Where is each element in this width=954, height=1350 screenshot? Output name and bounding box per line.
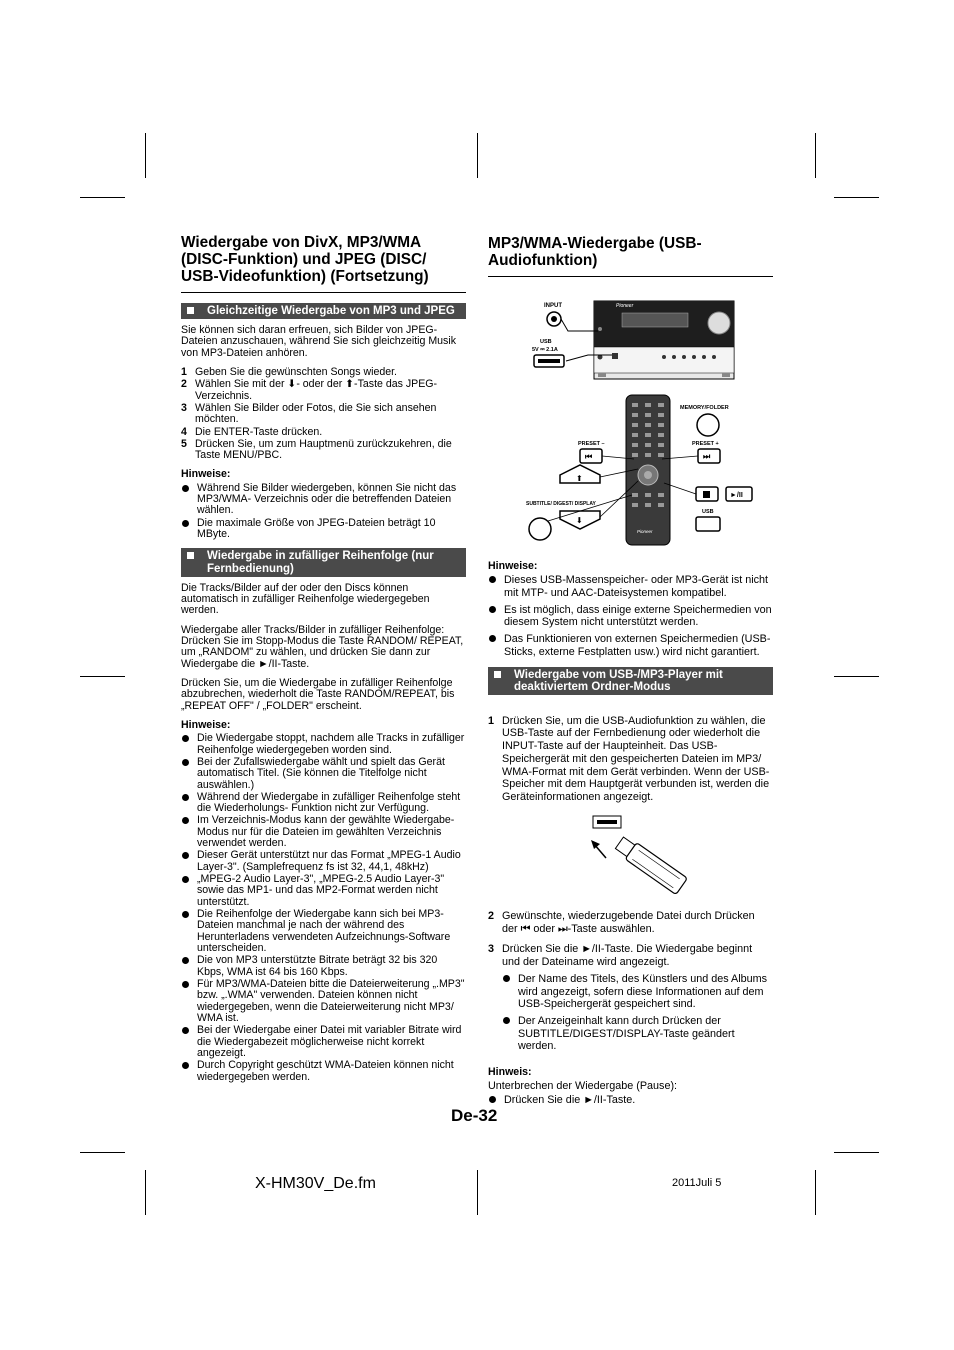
remote-button: [658, 503, 664, 507]
step-item: 5 Drücken Sie, um zum Hauptmenü zurückzukehren, die Taste MENU/PBC.: [181, 437, 452, 462]
play-pause-icon: ►/II: [730, 491, 743, 499]
intro-text: Sie können sich daran erfreuen, sich Bilder von JPEG-Dateien anzuschauen, während Sie sich gleichzeitig Musik von MP3-Dateien anhören.: [181, 323, 457, 359]
section-heading-usb-player: Wiedergabe vom USB-/MP3-Player mit deaktiviertem Ordner-Modus: [488, 667, 773, 695]
section-heading-random: Wiedergabe in zufälliger Reihenfolge (nur Fernbedienung): [181, 548, 466, 576]
usb-stick-figure: [488, 812, 773, 898]
crop-mark: [80, 1152, 125, 1153]
usb-port-tongue: [538, 359, 560, 363]
indicator-dot: [598, 327, 602, 331]
crop-mark: [80, 676, 125, 677]
input-jack-center: [551, 316, 557, 322]
usb-port-slot: [612, 353, 618, 359]
remote-button: [658, 433, 664, 437]
paragraph: Drücken Sie, um die Wiedergabe in zufälliger Reihenfolge abzubrechen, wiederholt die Taste RANDOM/REPEAT, bis „REPEAT OFF" / „FOLDER" erscheint.: [181, 676, 455, 712]
crop-mark: [815, 133, 816, 178]
remote-button: [645, 453, 651, 457]
notes-list: [181, 483, 466, 541]
note-item: Dieses USB-Massenspeicher- oder MP3-Gerät ist nicht mit MTP- und AAC-Dateisystemen kompatibel.: [488, 574, 773, 599]
remote-button: [645, 493, 651, 497]
notes-list: [488, 574, 773, 658]
input-label: INPUT: [544, 302, 562, 309]
front-button: [692, 355, 696, 359]
display-window: [622, 313, 688, 327]
memory-folder-label: MEMORY/FOLDER: [680, 404, 729, 411]
notes-list: [181, 733, 466, 1083]
step3-bullets: [502, 973, 773, 1053]
section-heading-mp3-jpeg: Gleichzeitige Wiedergabe von MP3 und JPEG: [181, 303, 466, 319]
usb-remote-button: [696, 517, 720, 531]
crop-mark: [145, 1170, 146, 1215]
skip-forward-icon: ⏭: [703, 451, 711, 461]
note-item: Während Sie Bilder wiedergeben, können Sie nicht das MP3/WMA- Verzeichnis oder die betreffenden Dateien wählen.: [181, 483, 466, 517]
usb-stick: [614, 835, 688, 895]
crop-mark: [477, 1170, 478, 1215]
notes-heading: Hinweise:: [488, 559, 538, 572]
hint-item: Drücken Sie die ►/II-Taste.: [488, 1094, 773, 1107]
stop-icon: [703, 491, 710, 498]
remote-button: [632, 433, 638, 437]
step-item: 2 Gewünschte, wiederzugebende Datei durch Drücken der ⏮ oder ⏭-Taste auswählen.: [488, 909, 755, 935]
unit-foot: [722, 373, 730, 377]
remote-button: [645, 433, 651, 437]
crop-mark: [477, 133, 478, 178]
usb-port-label: USB: [540, 338, 552, 345]
front-button: [702, 355, 706, 359]
usb-port-tongue: [597, 820, 617, 824]
volume-knob: [708, 312, 730, 334]
remote-button: [645, 403, 651, 407]
note-item: Bei der Wiedergabe einer Datei mit variabler Bitrate wird die Wiedergabezeit möglicherweise nicht korrekt angezeigt.: [181, 1025, 466, 1059]
steps-list: [181, 367, 466, 462]
step-item: 3 Drücken Sie die ►/II-Taste. Die Wiedergabe beginnt und der Dateiname wird angezeigt.: [488, 943, 753, 969]
note-item: Während der Wiedergabe in zufälliger Reihenfolge steht die Wiederholungs- Funktion nicht zur Verfügung.: [181, 792, 466, 815]
paragraph: Wiedergabe aller Tracks/Bilder in zufälliger Reihenfolge: Drücken Sie im Stopp-Modus die Taste RANDOM/ REPEAT, um „RANDOM" zu wählen, und drücken Sie dann zur Wiedergabe die ►/II-Taste.: [181, 623, 464, 670]
callout-line: [561, 319, 598, 331]
remote-button: [632, 403, 638, 407]
remote-button: [658, 423, 664, 427]
page-title: Wiedergabe von DivX, MP3/WMA (DISC-Funktion) und JPEG (DISC/ USB-Videofunktion) (Fortsetzung): [181, 235, 466, 293]
front-button: [672, 355, 676, 359]
front-button: [712, 355, 716, 359]
note-item: Die maximale Größe von JPEG-Dateien beträgt 10 MByte.: [181, 518, 466, 541]
hint-list: [488, 1094, 773, 1107]
device-figure: [488, 299, 773, 549]
paragraph: Die Tracks/Bilder auf der oder den Discs können automatisch in zufälliger Reihenfolge wiedergegeben werden.: [181, 581, 430, 617]
crop-mark: [834, 1152, 879, 1153]
page-number: De-32: [451, 1106, 498, 1125]
note-item: Für MP3/WMA-Dateien bitte die Dateierweiterung „.MP3" bzw. „.WMA" verwenden. Dateien können nicht wiedergegeben, wenn die Dateierweiterung nicht MP3/ WMA ist.: [181, 979, 466, 1024]
front-button: [682, 355, 686, 359]
note-item: „MPEG-2 Audio Layer-3", „MPEG-2.5 Audio Layer-3" sowie das MP1- und das MP2-Format werden nicht unterstützt.: [181, 874, 466, 908]
remote-button: [632, 443, 638, 447]
note-item: Die von MP3 unterstützte Bitrate beträgt 32 bis 320 Kbps, WMA ist 64 bis 160 Kbps.: [181, 955, 466, 978]
hint-text: Unterbrechen der Wiedergabe (Pause):: [488, 1079, 678, 1092]
remote-button: [645, 413, 651, 417]
arrow-up-icon: ⬆: [576, 473, 583, 483]
remote-button: [658, 493, 664, 497]
front-button: [662, 355, 666, 359]
crop-mark: [834, 197, 879, 198]
usb-rating-label: 5V ⎓ 2.1A: [532, 346, 558, 353]
remote-button: [632, 493, 638, 497]
note-item: Bei der Zufallswiedergabe wählt und spielt das Gerät automatisch Titel. (Sie können die Titelfolge nicht auswählen.): [181, 757, 466, 791]
usb-stick-body: [625, 843, 687, 895]
left-column: [181, 235, 466, 1091]
arrow-down-icon: ⬇: [576, 515, 583, 525]
note-item: Die Reihenfolge der Wiedergabe kann sich bei MP3-Dateien manchmal je nach der während des Herunterladens verwendeten Aufzeichnungs-Software unterscheiden.: [181, 909, 466, 954]
remote-button: [658, 453, 664, 457]
hint-heading: Hinweis:: [488, 1066, 532, 1079]
remote-button: [632, 423, 638, 427]
unit-foot: [598, 373, 606, 377]
notes-heading: Hinweise:: [181, 468, 231, 481]
step-item: 1 Geben Sie die gewünschten Songs wieder.: [181, 365, 398, 378]
remote-button: [645, 443, 651, 447]
main-unit-front: [594, 347, 734, 373]
remote-button: [645, 423, 651, 427]
bullet-item: Der Name des Titels, des Künstlers und des Albums wird angezeigt, sofern diese Informationen auf dem USB-Speichergerät gespeichert sind.: [502, 973, 773, 1011]
preset-plus-label: PRESET +: [692, 440, 719, 447]
step-item: 1 Drücken Sie, um die USB-Audiofunktion zu wählen, die USB-Taste auf der Fernbedienung oder wiederholt die INPUT-Taste auf der Haupteinheit. Das USB-Speichergerät mit den gespeicherten Dateien im MP3/ WMA-Format mit dem Gerät verbinden. Wenn der USB-Speicher mit dem Hauptgerät verbunden ist, werden die Geräteinformationen angezeigt.: [488, 714, 770, 804]
memory-folder-button: [697, 414, 719, 436]
notes-heading: Hinweise:: [181, 718, 231, 731]
step-item: 3 Wählen Sie Bilder oder Fotos, die Sie sich ansehen möchten.: [181, 401, 437, 426]
footer-date: 2011Juli 5: [672, 1177, 722, 1189]
remote-enter-button: [644, 471, 652, 479]
step-item: 4 Die ENTER-Taste drücken.: [181, 425, 323, 438]
brand-logo: Pioneer: [616, 302, 634, 309]
remote-button: [632, 503, 638, 507]
footer-filename: X-HM30V_De.fm: [255, 1175, 376, 1192]
remote-button: [658, 413, 664, 417]
note-item: Das Funktionieren von externen Speichermedien (USB-Sticks, externe Festplatten usw.) wird nicht garantiert.: [488, 633, 773, 658]
remote-button: [645, 503, 651, 507]
remote-brand-logo: Pioneer: [637, 528, 653, 534]
crop-mark: [815, 1170, 816, 1215]
note-item: Die Wiedergabe stoppt, nachdem alle Tracks in zufälliger Reihenfolge wiedergegeben worden sind.: [181, 733, 466, 756]
crop-mark: [80, 197, 125, 198]
note-item: Es ist möglich, dass einige externe Speichermedien von diesem System nicht unterstützt werden.: [488, 604, 773, 629]
skip-back-icon: ⏮: [585, 451, 593, 461]
preset-minus-label: PRESET –: [578, 440, 605, 447]
remote-button: [632, 453, 638, 457]
usb-section-title: MP3/WMA-Wiedergabe (USB-Audiofunktion): [488, 236, 773, 277]
remote-button: [632, 413, 638, 417]
crop-mark: [145, 133, 146, 178]
crop-mark: [834, 676, 879, 677]
note-item: Durch Copyright geschützt WMA-Dateien können nicht wiedergegeben werden.: [181, 1060, 466, 1083]
right-column: [488, 236, 773, 1115]
remote-button: [658, 403, 664, 407]
note-item: Im Verzeichnis-Modus kann der gewählte Wiedergabe-Modus nur für die Dateien im gewählten Verzeichnis verwendet werden.: [181, 815, 466, 849]
subtitle-button: [529, 518, 551, 540]
note-item: Dieser Gerät unterstützt nur das Format „MPEG-1 Audio Layer-3". (Samplefrequenz fs ist 32, 44,1, 48kHz): [181, 850, 466, 873]
usb-button-label: USB: [702, 508, 714, 515]
bullet-item: Der Anzeigeinhalt kann durch Drücken der SUBTITLE/DIGEST/DISPLAY-Taste geändert werden.: [502, 1015, 773, 1053]
insert-arrow-icon: [591, 840, 600, 849]
subtitle-label: SUBTITLE/ DIGEST/ DISPLAY: [526, 500, 596, 507]
step-item: 2 Wählen Sie mit der ⬇- oder der ⬆-Taste das JPEG-Verzeichnis.: [181, 378, 438, 402]
remote-button: [658, 443, 664, 447]
